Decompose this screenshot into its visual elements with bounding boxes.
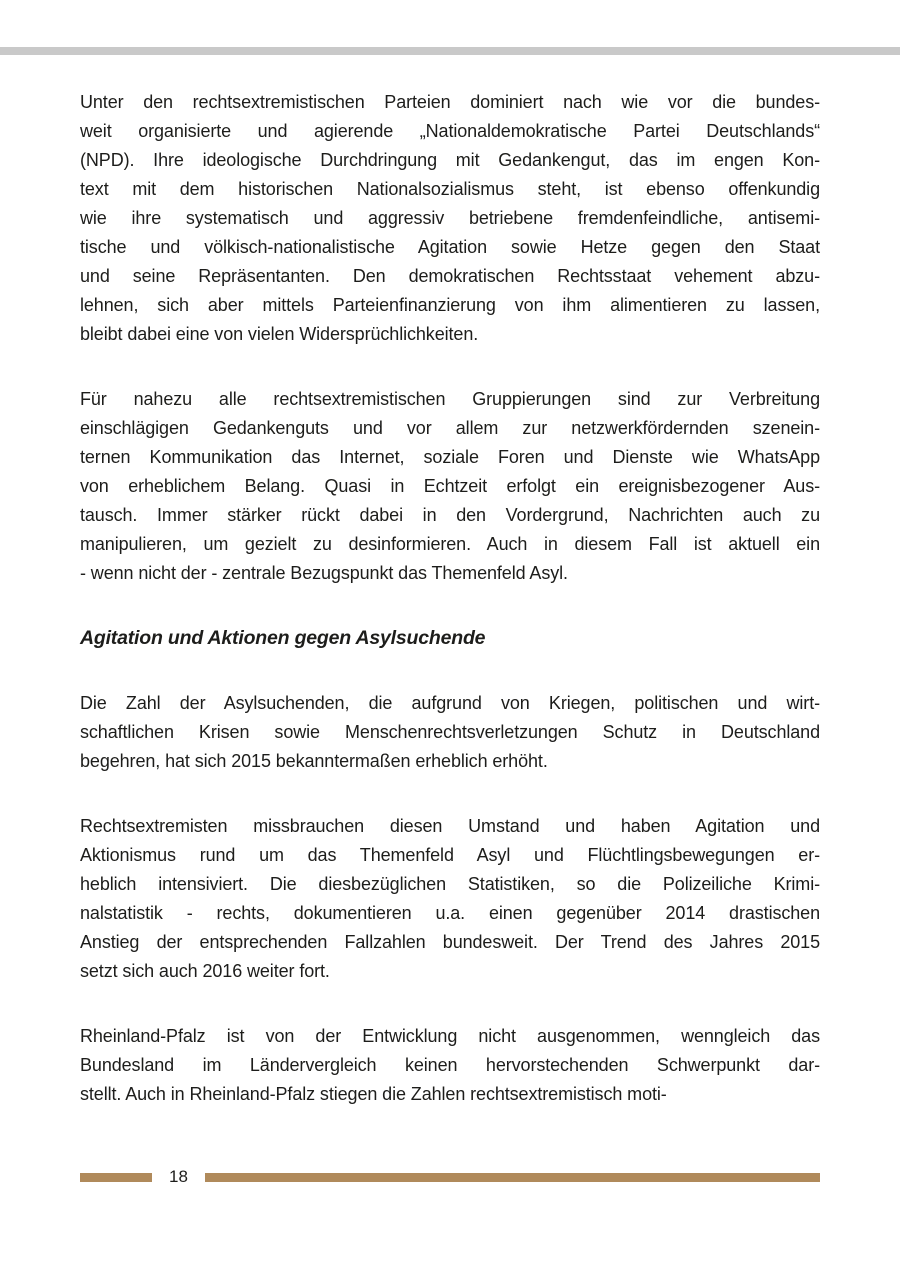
paragraph-line: von erheblichem Belang. Quasi in Echtzeit erfolgt ein ereignisbezogener Aus- [80, 476, 820, 496]
paragraph-line: Anstieg der entsprechenden Fallzahlen bundesweit. Der Trend des Jahres 2015 [80, 932, 820, 952]
paragraph-line: manipulieren, um gezielt zu desinformieren. Auch in diesem Fall ist aktuell ein [80, 534, 820, 554]
paragraph-line: schaftlichen Krisen sowie Menschenrechtsverletzungen Schutz in Deutschland [80, 722, 820, 742]
paragraph-line: heblich intensiviert. Die diesbezüglichen Statistiken, so die Polizeiliche Krimi- [80, 874, 820, 894]
paragraph [80, 1022, 820, 1109]
paragraph-line: tische und völkisch-nationalistische Agitation sowie Hetze gegen den Staat [80, 237, 820, 257]
paragraph-line: stellt. Auch in Rheinland-Pfalz stiegen die Zahlen rechtsextremistisch moti- [80, 1084, 667, 1104]
content [80, 88, 820, 1145]
paragraph-line: nalstatistik - rechts, dokumentieren u.a. einen gegenüber 2014 drastischen [80, 903, 820, 923]
paragraph-line: - wenn nicht der - zentrale Bezugspunkt das Themenfeld Asyl. [80, 563, 568, 583]
paragraph-line: setzt sich auch 2016 weiter fort. [80, 961, 330, 981]
paragraph-line: Die Zahl der Asylsuchenden, die aufgrund von Kriegen, politischen und wirt- [80, 693, 820, 713]
paragraph [80, 812, 820, 986]
paragraph-line: ternen Kommunikation das Internet, soziale Foren und Dienste wie WhatsApp [80, 447, 820, 467]
footer-rule-long [205, 1173, 820, 1182]
paragraph-line: tausch. Immer stärker rückt dabei in den Vordergrund, Nachrichten auch zu [80, 505, 820, 525]
section-heading: Agitation und Aktionen gegen Asylsuchende [80, 627, 486, 649]
paragraph-line: einschlägigen Gedankenguts und vor allem zur netzwerkfördernden szenein- [80, 418, 820, 438]
paragraph-line: (NPD). Ihre ideologische Durchdringung mit Gedankengut, das im engen Kon- [80, 150, 820, 170]
paragraph-line: text mit dem historischen Nationalsozialismus steht, ist ebenso offenkundig [80, 179, 820, 199]
paragraph-line: wie ihre systematisch und aggressiv betriebene fremdenfeindliche, antisemi- [80, 208, 820, 228]
paragraph-line: Bundesland im Ländervergleich keinen hervorstechenden Schwerpunkt dar- [80, 1055, 820, 1075]
paragraph [80, 385, 820, 588]
paragraph-line: Unter den rechtsextremistischen Parteien dominiert nach wie vor die bundes- [80, 92, 820, 112]
paragraph-line: Aktionismus rund um das Themenfeld Asyl und Flüchtlingsbewegungen er- [80, 845, 820, 865]
paragraph-line: Rheinland-Pfalz ist von der Entwicklung nicht ausgenommen, wenngleich das [80, 1026, 820, 1046]
paragraph-line: und seine Repräsentanten. Den demokratischen Rechtsstaat vehement abzu- [80, 266, 820, 286]
paragraph-line: bleibt dabei eine von vielen Widersprüchlichkeiten. [80, 324, 479, 344]
footer-rule-short [80, 1173, 152, 1182]
page-number: 18 [169, 1167, 188, 1186]
paragraph [80, 689, 820, 776]
top-divider-bar [0, 47, 900, 55]
paragraph-line: lehnen, sich aber mittels Parteienfinanzierung von ihm alimentieren zu lassen, [80, 295, 820, 315]
page-footer [80, 1167, 820, 1187]
paragraph-line: Rechtsextremisten missbrauchen diesen Umstand und haben Agitation und [80, 816, 820, 836]
paragraph [80, 88, 820, 349]
paragraph-line: weit organisierte und agierende „Nationaldemokratische Partei Deutschlands“ [80, 121, 820, 141]
paragraph-line: Für nahezu alle rechtsextremistischen Gruppierungen sind zur Verbreitung [80, 389, 820, 409]
paragraph-line: begehren, hat sich 2015 bekanntermaßen erheblich erhöht. [80, 751, 548, 771]
